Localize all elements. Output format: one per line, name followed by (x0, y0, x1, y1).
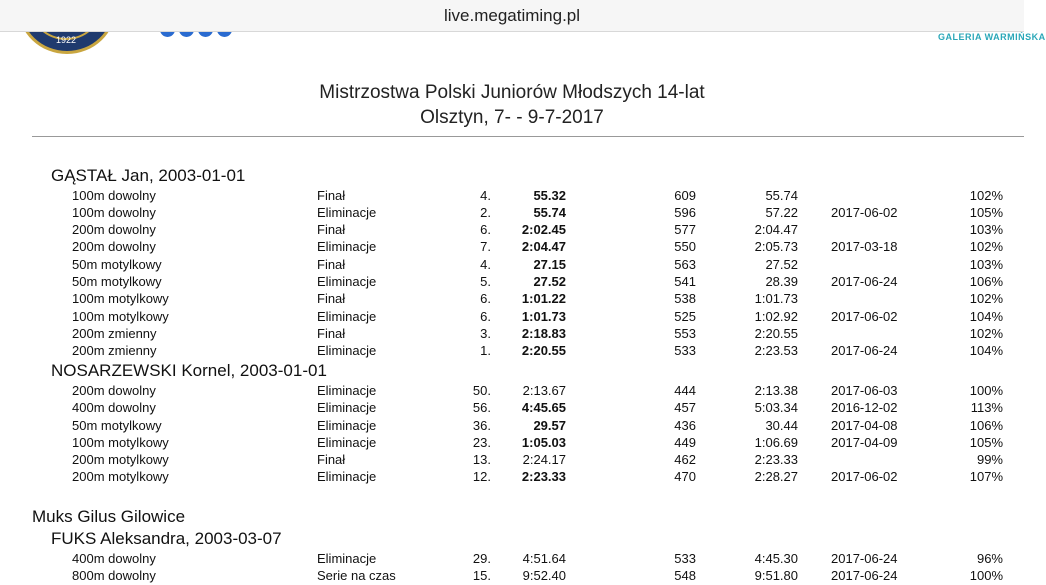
result-points: 563 (674, 257, 696, 272)
header-divider (32, 136, 1024, 137)
athlete-name: FUKS Aleksandra, 2003-03-07 (51, 529, 282, 548)
result-reference-time: 1:01.73 (754, 291, 798, 306)
result-round: Eliminacje (317, 383, 377, 398)
result-place: 15. (472, 568, 491, 583)
result-reference-time: 2:05.73 (754, 239, 798, 254)
result-round: Finał (317, 291, 346, 306)
result-event: 100m motylkowy (72, 291, 169, 306)
result-percentage: 102% (969, 239, 1003, 254)
result-event: 200m motylkowy (72, 452, 169, 467)
page-title: Mistrzostwa Polski Juniorów Młodszych 14-lat (319, 82, 705, 103)
result-time: 2:23.33 (521, 469, 566, 484)
result-reference-date: 2017-06-02 (831, 205, 898, 220)
result-reference-date: 2017-06-24 (831, 551, 898, 566)
result-reference-time: 2:13.38 (754, 383, 798, 398)
result-points: 525 (674, 309, 696, 324)
result-event: 200m zmienny (72, 326, 157, 341)
result-percentage: 102% (969, 326, 1003, 341)
result-round: Serie na czas (317, 568, 396, 583)
result-reference-date: 2017-04-08 (831, 418, 898, 433)
result-time: 29.57 (533, 418, 566, 433)
result-time: 2:24.17 (522, 452, 566, 467)
result-percentage: 104% (969, 309, 1003, 324)
table-row (0, 400, 1024, 417)
result-round: Eliminacje (317, 309, 377, 324)
result-percentage: 100% (969, 383, 1003, 398)
result-reference-time: 27.52 (765, 257, 798, 272)
table-row (0, 309, 1024, 326)
table-row (0, 383, 1024, 400)
athlete-name: NOSARZEWSKI Kornel, 2003-01-01 (51, 361, 327, 380)
result-reference-time: 2:23.53 (754, 343, 798, 358)
result-percentage: 105% (969, 205, 1003, 220)
result-round: Finał (317, 326, 346, 341)
result-place: 5. (480, 274, 491, 289)
result-round: Eliminacje (317, 400, 377, 415)
result-place: 7. (480, 239, 491, 254)
result-points: 550 (674, 239, 696, 254)
result-event: 400m dowolny (72, 400, 156, 415)
result-round: Eliminacje (317, 343, 377, 358)
table-row (0, 222, 1024, 239)
result-round: Eliminacje (317, 435, 377, 450)
result-time: 2:20.55 (521, 343, 566, 358)
result-place: 6. (480, 222, 491, 237)
table-row (0, 257, 1024, 274)
result-reference-date: 2016-12-02 (831, 400, 898, 415)
result-reference-date: 2017-06-02 (831, 309, 898, 324)
result-percentage: 106% (969, 418, 1003, 433)
result-round: Finał (317, 188, 346, 203)
result-percentage: 107% (969, 469, 1003, 484)
result-percentage: 103% (969, 222, 1003, 237)
club-name: Muks Gilus Gilowice (32, 507, 186, 526)
result-time: 2:04.47 (521, 239, 566, 254)
result-points: 533 (674, 551, 696, 566)
result-percentage: 102% (969, 188, 1003, 203)
result-time: 2:02.45 (521, 222, 566, 237)
result-reference-date: 2017-04-09 (831, 435, 898, 450)
result-reference-date: 2017-06-03 (831, 383, 898, 398)
result-round: Eliminacje (317, 469, 377, 484)
result-reference-time: 2:23.33 (754, 452, 798, 467)
result-place: 4. (480, 257, 491, 272)
table-row (0, 343, 1024, 360)
table-row (0, 469, 1024, 486)
result-round: Eliminacje (317, 274, 377, 289)
result-place: 6. (480, 291, 491, 306)
result-time: 55.74 (533, 205, 566, 220)
result-percentage: 96% (976, 551, 1003, 566)
result-points: 548 (674, 568, 696, 583)
result-reference-time: 9:51.80 (754, 568, 798, 583)
result-time: 1:01.22 (521, 291, 566, 306)
result-place: 36. (472, 418, 491, 433)
result-points: 449 (674, 435, 696, 450)
result-place: 2. (480, 205, 491, 220)
result-event: 200m motylkowy (72, 469, 169, 484)
result-points: 553 (674, 326, 696, 341)
result-points: 538 (674, 291, 696, 306)
result-percentage: 103% (969, 257, 1003, 272)
result-reference-time: 30.44 (765, 418, 798, 433)
result-reference-date: 2017-06-24 (831, 274, 898, 289)
club-logo-year: 1922 (55, 35, 77, 45)
result-reference-time: 55.74 (765, 188, 798, 203)
result-time: 2:13.67 (522, 383, 566, 398)
result-round: Eliminacje (317, 418, 377, 433)
result-points: 596 (674, 205, 696, 220)
result-event: 400m dowolny (72, 551, 156, 566)
page-subtitle: Olsztyn, 7- - 9-7-2017 (420, 107, 604, 128)
url-text[interactable]: live.megatiming.pl (443, 6, 581, 25)
result-reference-date: 2017-06-02 (831, 469, 898, 484)
result-event: 200m zmienny (72, 343, 157, 358)
result-points: 462 (674, 452, 696, 467)
result-points: 533 (674, 343, 696, 358)
browser-address-bar[interactable] (0, 0, 1024, 32)
result-percentage: 105% (969, 435, 1003, 450)
result-reference-time: 2:04.47 (754, 222, 798, 237)
athlete-name: GĄSTAŁ Jan, 2003-01-01 (51, 166, 246, 185)
result-place: 12. (472, 469, 491, 484)
table-row (0, 568, 1024, 585)
result-round: Eliminacje (317, 239, 377, 254)
table-row (0, 239, 1024, 256)
result-event: 50m motylkowy (72, 257, 162, 272)
table-row (0, 551, 1024, 568)
table-row (0, 435, 1024, 452)
result-percentage: 99% (976, 452, 1003, 467)
result-reference-time: 1:02.92 (754, 309, 798, 324)
result-percentage: 102% (969, 291, 1003, 306)
result-percentage: 100% (969, 568, 1003, 583)
result-percentage: 104% (969, 343, 1003, 358)
result-points: 436 (674, 418, 696, 433)
table-row (0, 188, 1024, 205)
result-reference-date: 2017-06-24 (831, 568, 898, 583)
result-points: 541 (674, 274, 696, 289)
result-place: 4. (480, 188, 491, 203)
result-percentage: 113% (970, 400, 1003, 415)
result-time: 9:52.40 (522, 568, 566, 583)
result-time: 4:45.65 (521, 400, 566, 415)
result-reference-time: 57.22 (765, 205, 798, 220)
result-time: 1:05.03 (521, 435, 566, 450)
result-event: 100m motylkowy (72, 309, 169, 324)
result-event: 100m motylkowy (72, 435, 169, 450)
result-points: 470 (674, 469, 696, 484)
result-place: 29. (472, 551, 491, 566)
result-points: 577 (674, 222, 696, 237)
result-points: 609 (674, 188, 696, 203)
result-place: 56. (472, 400, 491, 415)
result-round: Eliminacje (317, 205, 377, 220)
result-place: 6. (480, 309, 491, 324)
result-points: 457 (674, 400, 696, 415)
result-time: 27.15 (533, 257, 566, 272)
galeria-logo: GALERIA WARMIŃSKA (938, 32, 1046, 42)
result-reference-time: 4:45.30 (754, 551, 798, 566)
result-time: 4:51.64 (522, 551, 566, 566)
result-place: 50. (472, 383, 491, 398)
result-event: 200m dowolny (72, 239, 156, 254)
result-reference-time: 1:06.69 (754, 435, 798, 450)
result-reference-time: 2:20.55 (754, 326, 798, 341)
table-row (0, 418, 1024, 435)
result-event: 200m dowolny (72, 222, 156, 237)
result-reference-time: 5:03.34 (754, 400, 798, 415)
table-row (0, 274, 1024, 291)
result-round: Finał (317, 257, 346, 272)
result-event: 50m motylkowy (72, 274, 162, 289)
result-place: 1. (480, 343, 491, 358)
result-reference-date: 2017-06-24 (831, 343, 898, 358)
result-round: Finał (317, 222, 346, 237)
result-reference-date: 2017-03-18 (831, 239, 898, 254)
table-row (0, 326, 1024, 343)
result-percentage: 106% (969, 274, 1003, 289)
result-round: Eliminacje (317, 551, 377, 566)
table-row (0, 205, 1024, 222)
result-place: 23. (472, 435, 491, 450)
table-row (0, 291, 1024, 308)
result-time: 1:01.73 (521, 309, 566, 324)
result-round: Finał (317, 452, 346, 467)
result-event: 100m dowolny (72, 188, 156, 203)
result-event: 50m motylkowy (72, 418, 162, 433)
result-points: 444 (674, 383, 696, 398)
result-time: 27.52 (533, 274, 566, 289)
result-place: 3. (480, 326, 491, 341)
result-time: 2:18.83 (521, 326, 566, 341)
result-event: 200m dowolny (72, 383, 156, 398)
result-place: 13. (472, 452, 491, 467)
result-reference-time: 2:28.27 (754, 469, 798, 484)
result-event: 800m dowolny (72, 568, 156, 583)
result-event: 100m dowolny (72, 205, 156, 220)
result-time: 55.32 (533, 188, 566, 203)
result-reference-time: 28.39 (765, 274, 798, 289)
table-row (0, 452, 1024, 469)
